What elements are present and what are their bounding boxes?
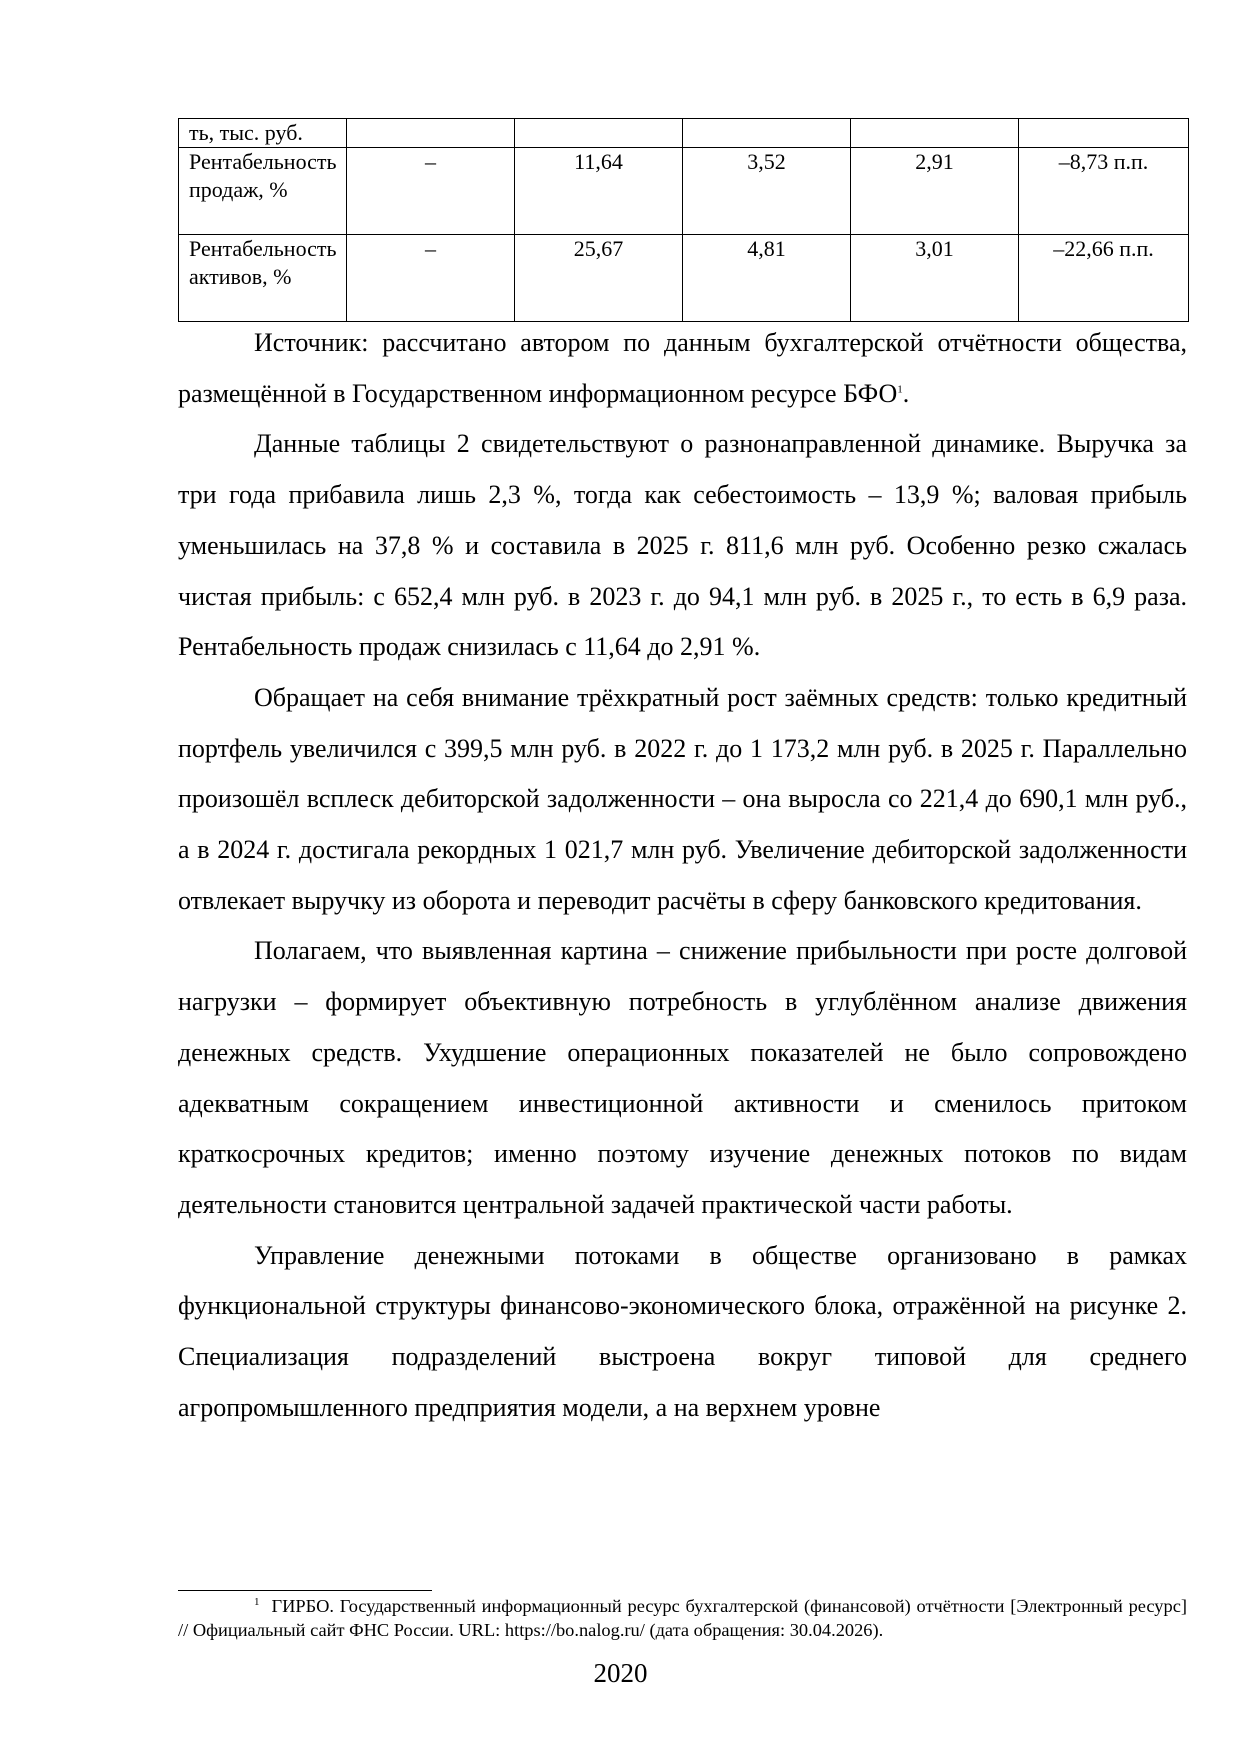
paragraph: Обращает на себя внимание трёхкратный рост заёмных средств: только кредитный портфель увеличился с 399,5 млн руб. в 2022 г. до 1 173,2 млн руб. в 2025 г. Параллельно произошёл всплеск дебиторской задолженности – она выросла со 221,4 до 690,1 млн руб., а в 2024 г. достигала рекордных 1 021,7 млн руб. Увеличение дебиторской задолженности отвлекает выручку из оборота и переводит расчёты в сферу банковского кредитования. [178,682,1187,915]
table-cell [1019,119,1189,148]
row-label: Рентабельность активов, % [179,235,347,322]
row-label: ть, тыс. руб. [179,119,347,148]
paragraph: Полагаем, что выявленная картина – снижение прибыльности при росте долговой нагрузки – формирует объективную потребность в углублённом анализе движения денежных средств. Ухудшение операционных показателей не было сопровождено адекватным сокращением инвестиционной активности и сменилось притоком краткосрочных кредитов; именно поэтому изучение денежных потоков по видам деятельности становится центральной задачей практической части работы. [178,936,1187,1219]
paragraph: Данные таблицы 2 свидетельствуют о разнонаправленной динамике. Выручка за три года прибавила лишь 2,3 %, тогда как себестоимость – 13,9 %; валовая прибыль уменьшилась на 37,8 % и составила в 2025 г. 811,6 млн руб. Особенно резко сжалась чистая прибыль: с 652,4 млн руб. в 2023 г. до 94,1 млн руб. в 2025 г., то есть в 6,9 раза. Рентабельность продаж снизилась с 11,64 до 2,91 %. [178,429,1187,662]
table-cell: – [347,148,515,235]
page-number: 2020 [593,1658,648,1688]
footnote-reference[interactable]: 1 [897,383,903,396]
body-text [178,318,1187,1433]
table-cell: 3,01 [851,235,1019,322]
table-cell: – [347,235,515,322]
table-cell: 3,52 [683,148,851,235]
table-cell: 25,67 [515,235,683,322]
table-cell: –8,73 п.п. [1019,148,1189,235]
table-cell: 11,64 [515,148,683,235]
footnote-number: 1 [254,1595,260,1608]
source-note [178,318,1187,419]
table-cell: 2,91 [851,148,1019,235]
footnote-separator [178,1590,432,1591]
row-label: Рентабельность продаж, % [179,148,347,235]
source-note-end: . [902,378,910,408]
table-cell [851,119,1019,148]
footnote [178,1594,1187,1642]
table-cell [683,119,851,148]
table-row [179,235,1189,322]
table-cell: 4,81 [683,235,851,322]
table-cell: –22,66 п.п. [1019,235,1189,322]
table-cell [515,119,683,148]
table-row [179,119,1189,148]
source-note-text: Источник: рассчитано автором по данным бухгалтерской отчётности общества, размещённой в Государственном информационном ресурсе БФО [178,328,1187,408]
data-table [178,118,1189,322]
paragraph: Управление денежными потоками в обществе организовано в рамках функциональной структуры финансово-экономического блока, отражённой на рисунке 2. Специализация подразделений выстроена вокруг типовой для среднего агропромышленного предприятия модели, а на верхнем уровне [178,1240,1187,1422]
table-cell [347,119,515,148]
footnote-text: ГИРБО. Государственный информационный ресурс бухгалтерской (финансовой) отчётности [Электронный ресурс] // Официальный сайт ФНС России. URL: https://bo.nalog.ru/ (дата обращения: 30.04.2026). [178,1596,1187,1640]
table-row [179,148,1189,235]
